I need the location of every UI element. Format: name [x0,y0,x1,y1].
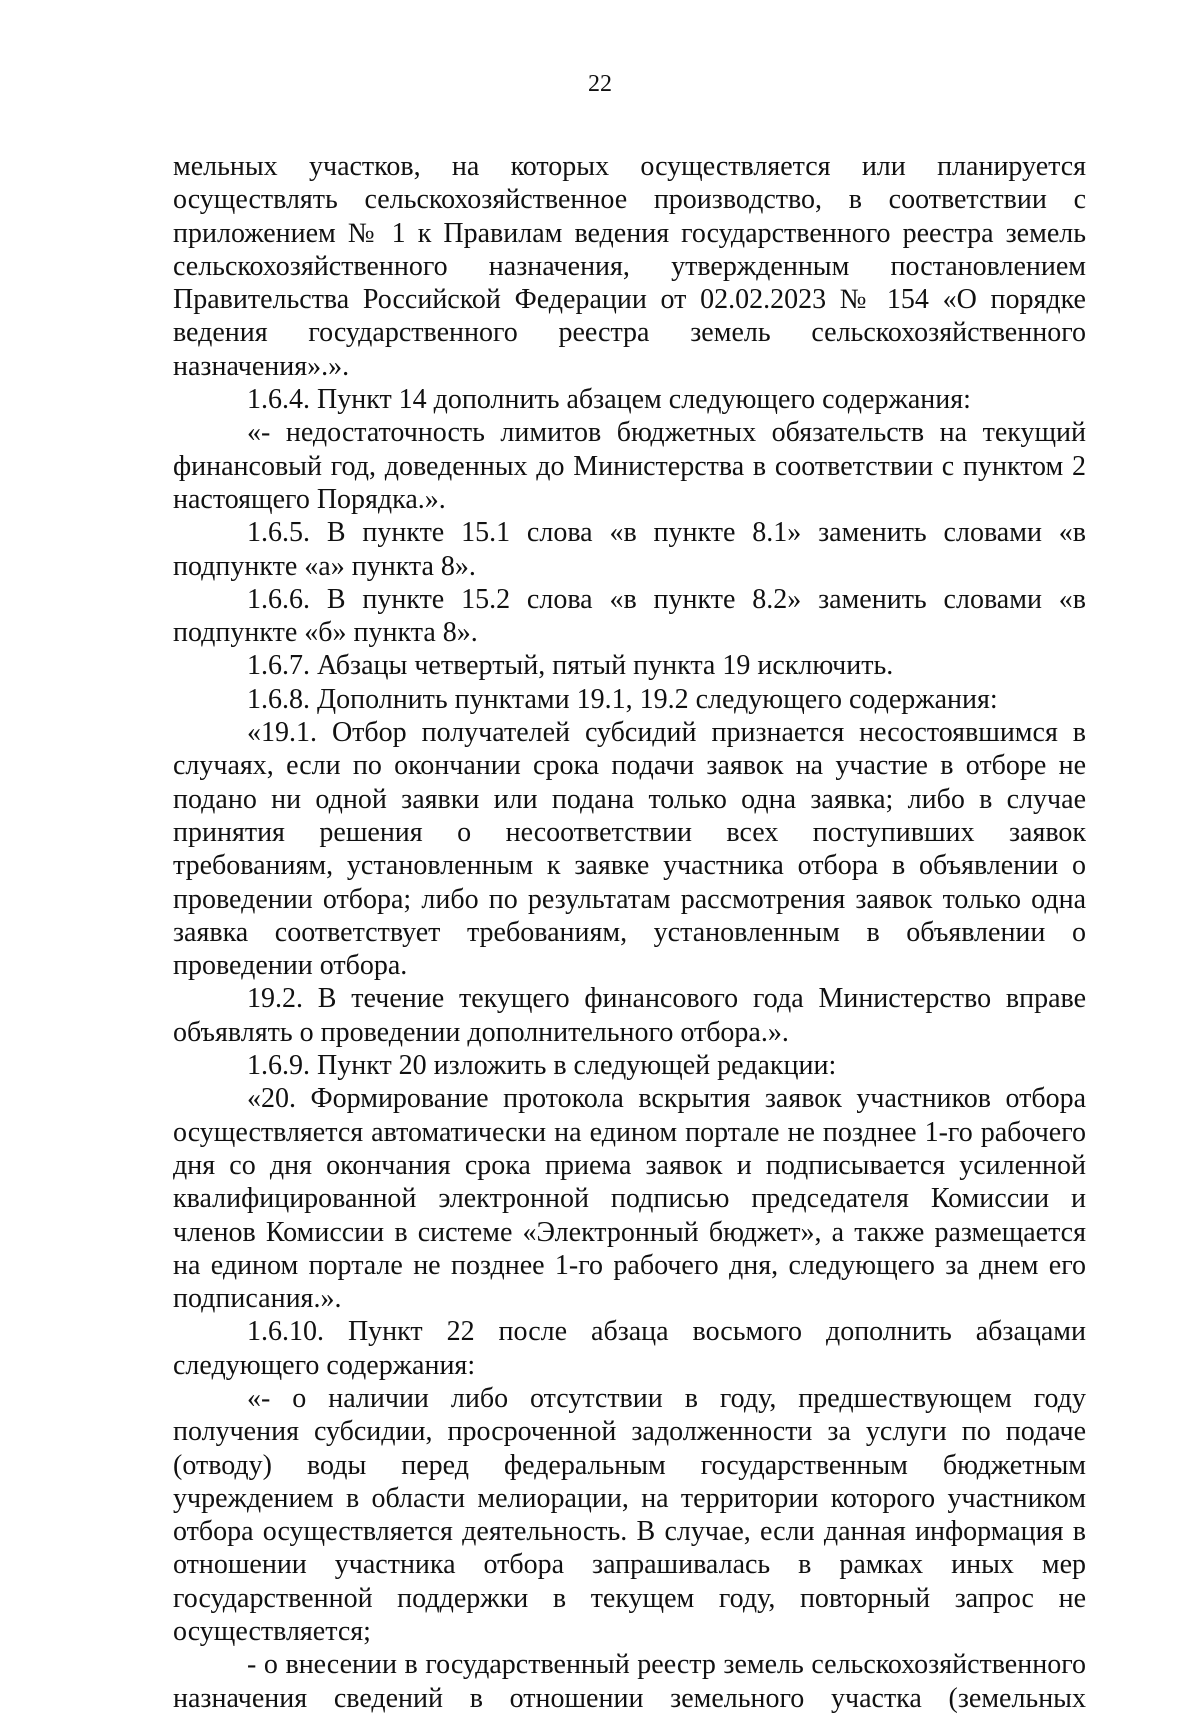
paragraph: 1.6.6. В пункте 15.2 слова «в пункте 8.2» заменить словами «в подпункте «б» пункта 8». [173,583,1086,649]
page-number: 22 [588,71,612,97]
paragraph: 1.6.5. В пункте 15.1 слова «в пункте 8.1» заменить словами «в подпункте «а» пункта 8». [173,517,1086,582]
paragraph: 1.6.7. Абзацы четвертый, пятый пункта 19 исключить. [247,650,894,682]
paragraph: «20. Формирование протокола вскрытия заявок участников отбора осуществляется автоматически на едином портале не позднее 1-го рабочего дня со дня окончания срока приема заявок и подписывается усиленной квалифицированной электронной подписью председателя Комиссии и членов Комиссии в системе «Электронный бюджет», а также размещается на едином портале не позднее 1-го рабочего дня, следующего за днем его подписания.». [173,1083,1086,1315]
paragraph: 1.6.8. Дополнить пунктами 19.1, 19.2 следующего содержания: [247,683,998,715]
paragraph: «- недостаточность лимитов бюджетных обязательств на текущий финансовый год, доведенных до Министерства в соответствии с пунктом 2 настоящего Порядка.». [173,417,1086,515]
paragraph: 1.6.4. Пункт 14 дополнить абзацем следующего содержания: [247,384,971,416]
paragraph: «- о наличии либо отсутствии в году, предшествующем году получения субсидии, просроченной задолженности за услуги по подаче (отводу) воды перед федеральным государственным бюджетным учреждением в области мелиорации, на территории которого участником отбора осуществляется деятельность. В случае, если данная информация в отношении участника отбора запрашивалась в рамках иных мер государственной поддержки в текущем году, повторный запрос не осуществляется; [173,1382,1086,1648]
paragraph: 1.6.9. Пункт 20 изложить в следующей редакции: [247,1050,837,1082]
document-body [173,150,1086,1715]
paragraph: мельных участков, на которых осуществляется или планируется осуществлять сельскохозяйственное производство, в соответствии с приложением № 1 к Правилам ведения государственного реестра земель сельскохозяйственного назначения, утвержденным постановлением Правительства Российской Федерации от 02.02.2023 № 154 «О порядке ведения государственного реестра земель сельскохозяйственного назначения».». [173,151,1086,382]
paragraph: 1.6.10. Пункт 22 после абзаца восьмого дополнить абзацами следующего содержания: [173,1316,1086,1381]
paragraph: - о внесении в государственный реестр земель сельскохозяйственного назначения сведений в отношении земельного участка (земельных [173,1649,1086,1714]
paragraph: 19.2. В течение текущего финансового года Министерство вправе объявлять о проведении дополнительного отбора.». [173,983,1086,1048]
paragraph: «19.1. Отбор получателей субсидий признается несостоявшимся в случаях, если по окончании срока подачи заявок на участие в отборе не подано ни одной заявки или подана только одна заявка; либо в случае принятия решения о несоответствии всех поступивших заявок требованиям, установленным к заявке участника отбора в объявлении о проведении отбора; либо по результатам рассмотрения заявок только одна заявка соответствует требованиям, установленным в объявлении о проведении отбора. [173,717,1086,982]
